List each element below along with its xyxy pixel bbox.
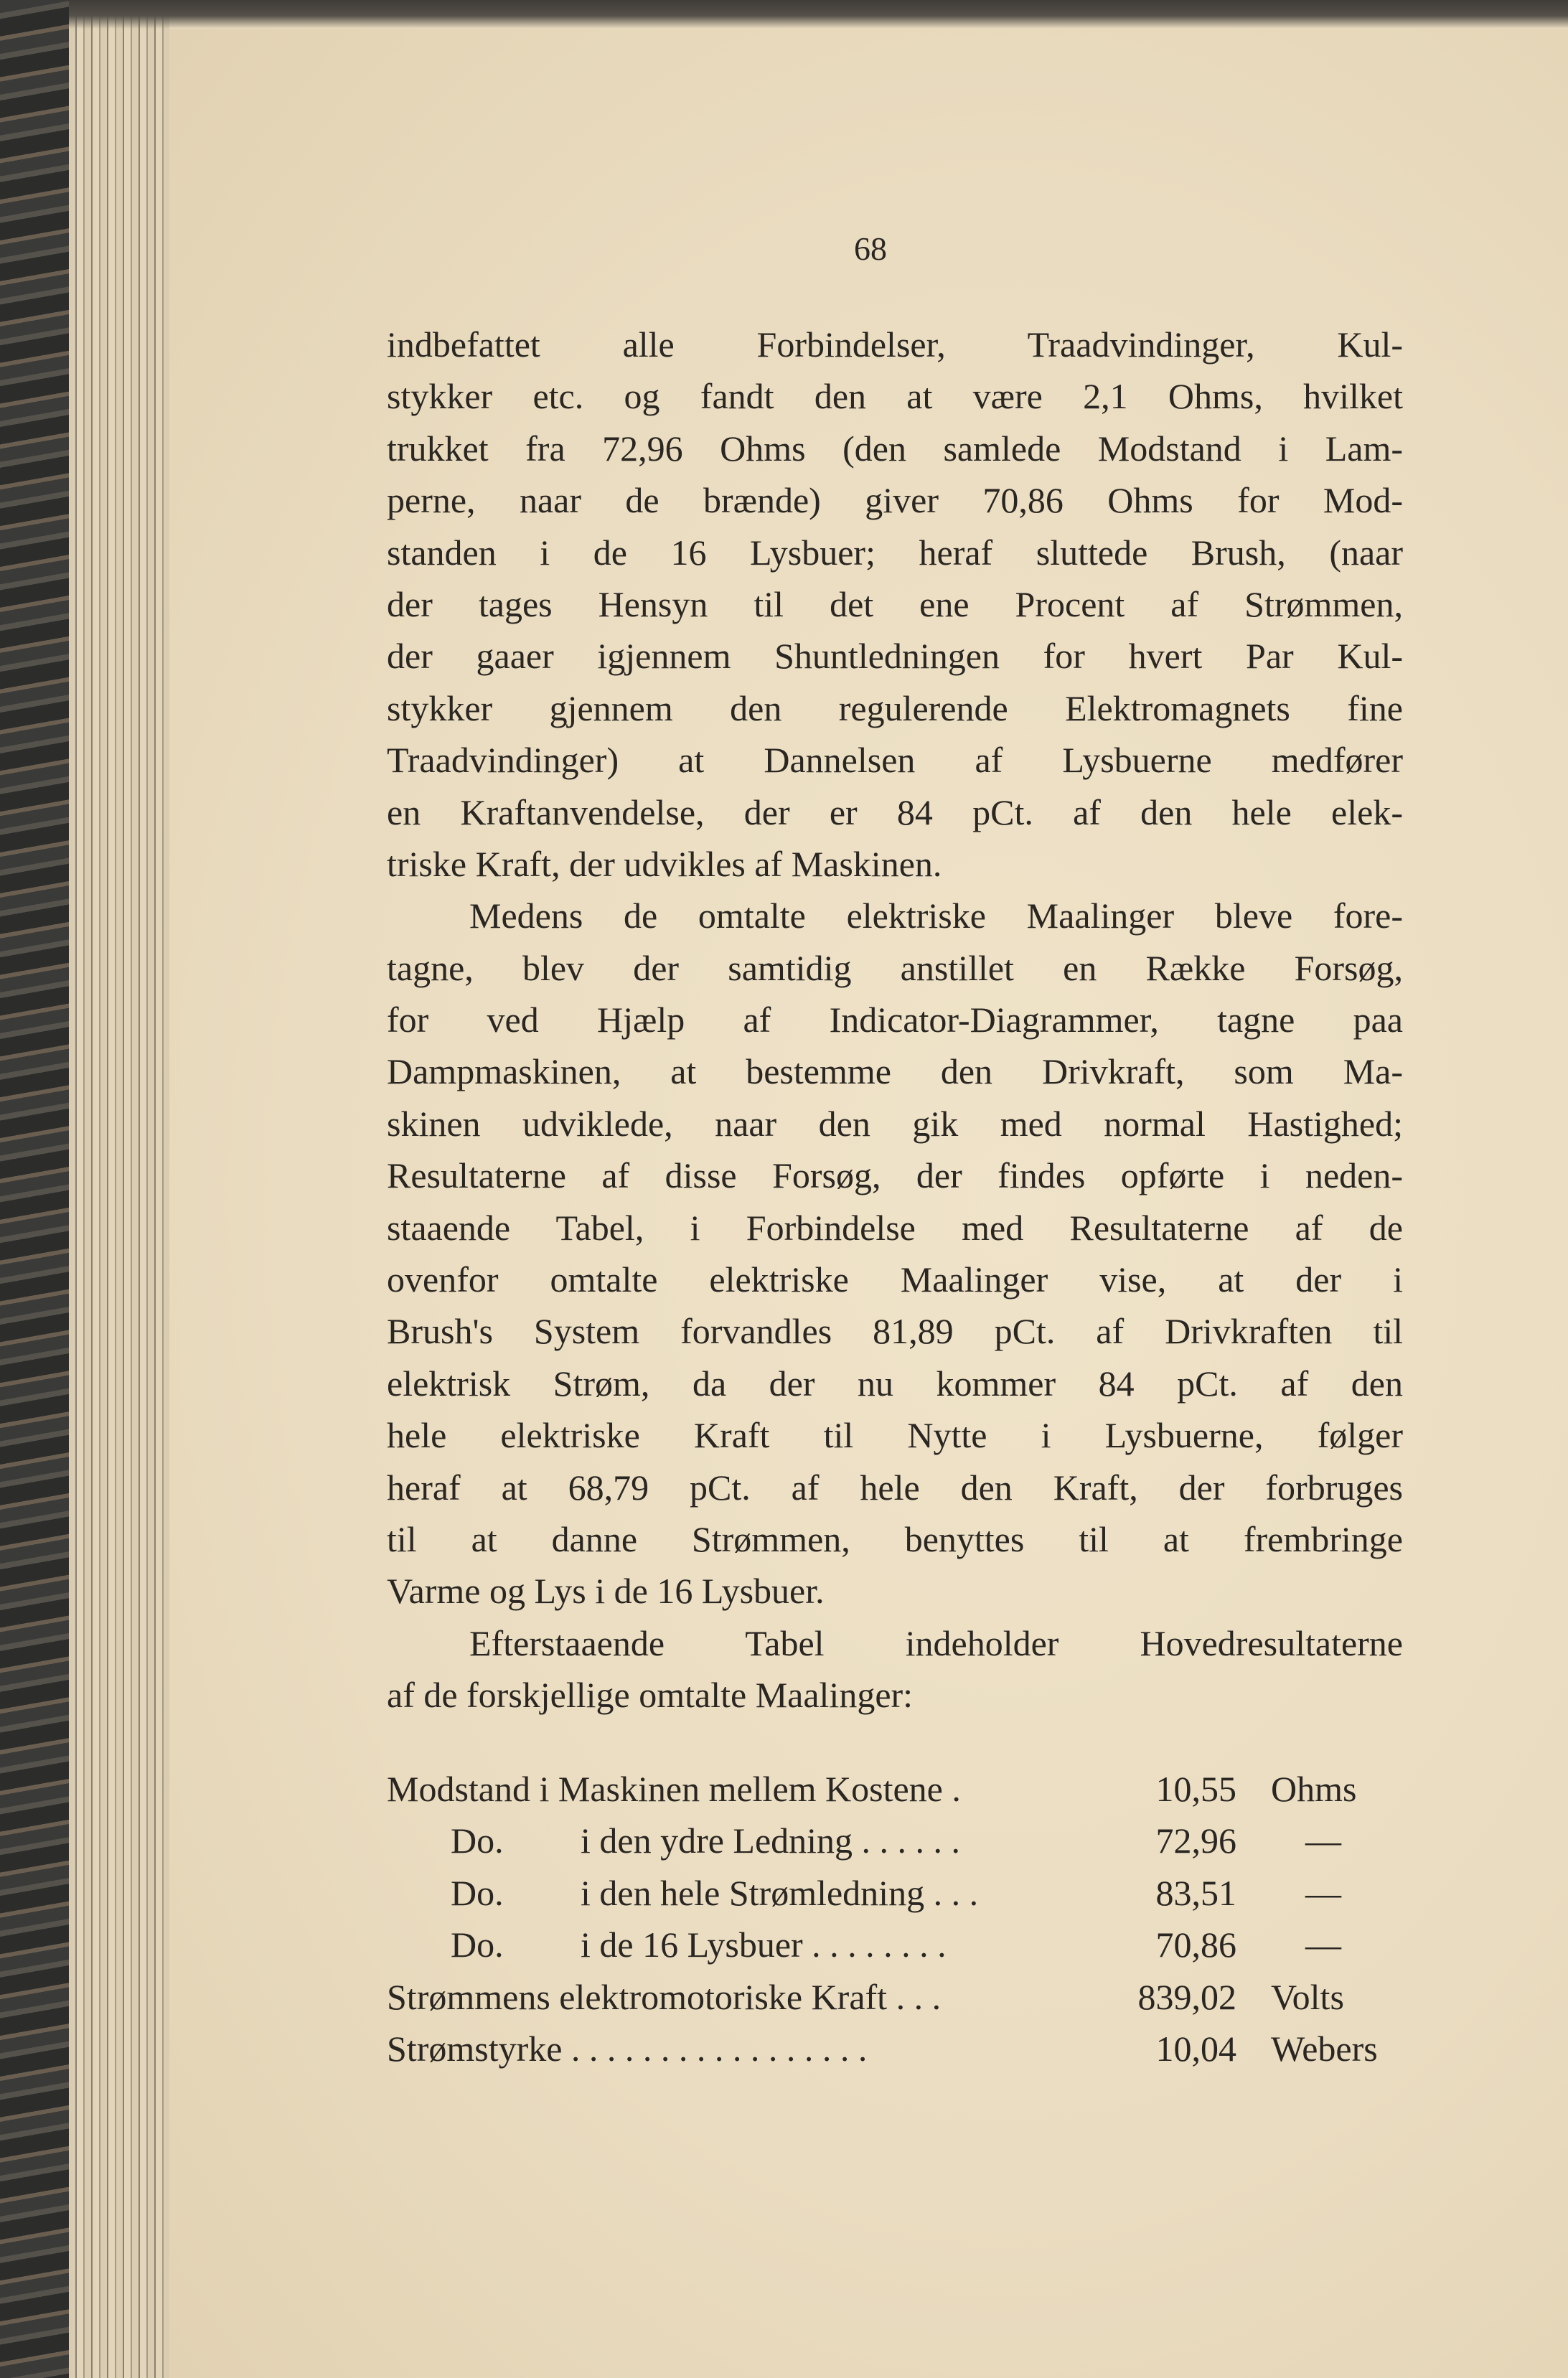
text-line: heraf at 68,79 pCt. af hele den Kraft, der forbruges [387, 1467, 1403, 1508]
page-number: 68 [854, 230, 887, 267]
text-line: der tages Hensyn til det ene Procent af Strømmen, [387, 583, 1403, 624]
text-line: Efterstaaende Tabel indeholder Hovedresultaterne [469, 1622, 1403, 1663]
text-line: ovenfor omtalte elektriske Maalinger vise, at der i [387, 1259, 1403, 1300]
row-label: i den hele Strømledning . . . [581, 1872, 979, 1913]
row-label: i de 16 Lysbuer . . . . . . . . [581, 1925, 947, 1965]
row-unit: Ohms [1271, 1769, 1357, 1809]
table-row [387, 1815, 1403, 1866]
text-line: der gaaer igjennem Shuntledningen for hvert Par Kul- [387, 636, 1403, 677]
results-table [387, 1763, 1403, 2074]
text-line: Resultaterne af disse Forsøg, der findes opførte i neden- [387, 1155, 1403, 1196]
table-row [387, 1867, 1403, 1919]
text-line: Dampmaskinen, at bestemme den Drivkraft, som Ma- [387, 1051, 1403, 1092]
text-line: skinen udviklede, naar den gik med normal Hastighed; [387, 1103, 1403, 1144]
row-unit: — [1305, 1820, 1341, 1861]
body-text [387, 319, 1403, 1721]
text-line: tagne, blev der samtidig anstillet en Række Forsøg, [387, 947, 1403, 988]
text-line: Varme og Lys i de 16 Lysbuer. [387, 1571, 825, 1612]
row-value: 10,04 [1155, 2028, 1236, 2069]
row-value: 72,96 [1155, 1820, 1236, 1861]
text-line: indbefattet alle Forbindelser, Traadvindinger, Kul- [387, 324, 1403, 365]
ditto-mark: Do. [451, 1820, 504, 1861]
top-shadow [69, 0, 1568, 29]
text-line: triske Kraft, der udvikles af Maskinen. [387, 843, 942, 884]
table-row [387, 1971, 1403, 2023]
table-row [387, 1763, 1403, 1815]
row-unit: — [1305, 1925, 1341, 1965]
text-line: til at danne Strømmen, benyttes til at frembringe [387, 1518, 1403, 1559]
text-line: Traadvindinger) at Dannelsen af Lysbuerne medfører [387, 740, 1403, 781]
row-label: i den ydre Ledning . . . . . . [581, 1820, 961, 1861]
book-cover-edge [0, 0, 69, 2378]
row-unit: Volts [1271, 1976, 1344, 2017]
table-row [387, 2023, 1403, 2074]
text-line: elektrisk Strøm, da der nu kommer 84 pCt. af den [387, 1363, 1403, 1404]
table-row [387, 1919, 1403, 1970]
text-line: for ved Hjælp af Indicator-Diagrammer, tagne paa [387, 1000, 1403, 1040]
row-unit: Webers [1271, 2028, 1378, 2069]
text-line: perne, naar de brænde) giver 70,86 Ohms for Mod- [387, 480, 1403, 521]
text-line: hele elektriske Kraft til Nytte i Lysbuerne, følger [387, 1415, 1403, 1456]
text-line: Medens de omtalte elektriske Maalinger bleve fore- [469, 896, 1403, 936]
text-line: stykker gjennem den regulerende Elektromagnets fine [387, 687, 1403, 728]
ditto-mark: Do. [451, 1872, 504, 1913]
row-label: Strømmens elektromotoriske Kraft . . . [387, 1976, 942, 2017]
row-value: 839,02 [1137, 1976, 1236, 2017]
text-line: en Kraftanvendelse, der er 84 pCt. af den hele elek- [387, 791, 1403, 832]
text-line: Brush's System forvandles 81,89 pCt. af Drivkraften til [387, 1311, 1403, 1352]
row-label: Strømstyrke . . . . . . . . . . . . . . . . . [387, 2028, 868, 2069]
text-line: standen i de 16 Lysbuer; heraf sluttede Brush, (naar [387, 532, 1403, 573]
text-line: af de forskjellige omtalte Maalinger: [387, 1675, 914, 1716]
text-line: trukket fra 72,96 Ohms (den samlede Modstand i Lam- [387, 428, 1403, 469]
row-unit: — [1305, 1872, 1341, 1913]
ditto-mark: Do. [451, 1925, 504, 1965]
row-value: 70,86 [1155, 1925, 1236, 1965]
row-label: Modstand i Maskinen mellem Kostene . [387, 1769, 961, 1809]
row-value: 83,51 [1155, 1872, 1236, 1913]
text-line: staaende Tabel, i Forbindelse med Resultaterne af de [387, 1207, 1403, 1248]
text-line: stykker etc. og fandt den at være 2,1 Ohms, hvilket [387, 376, 1403, 417]
row-value: 10,55 [1155, 1769, 1236, 1809]
page-edges [69, 0, 169, 2378]
